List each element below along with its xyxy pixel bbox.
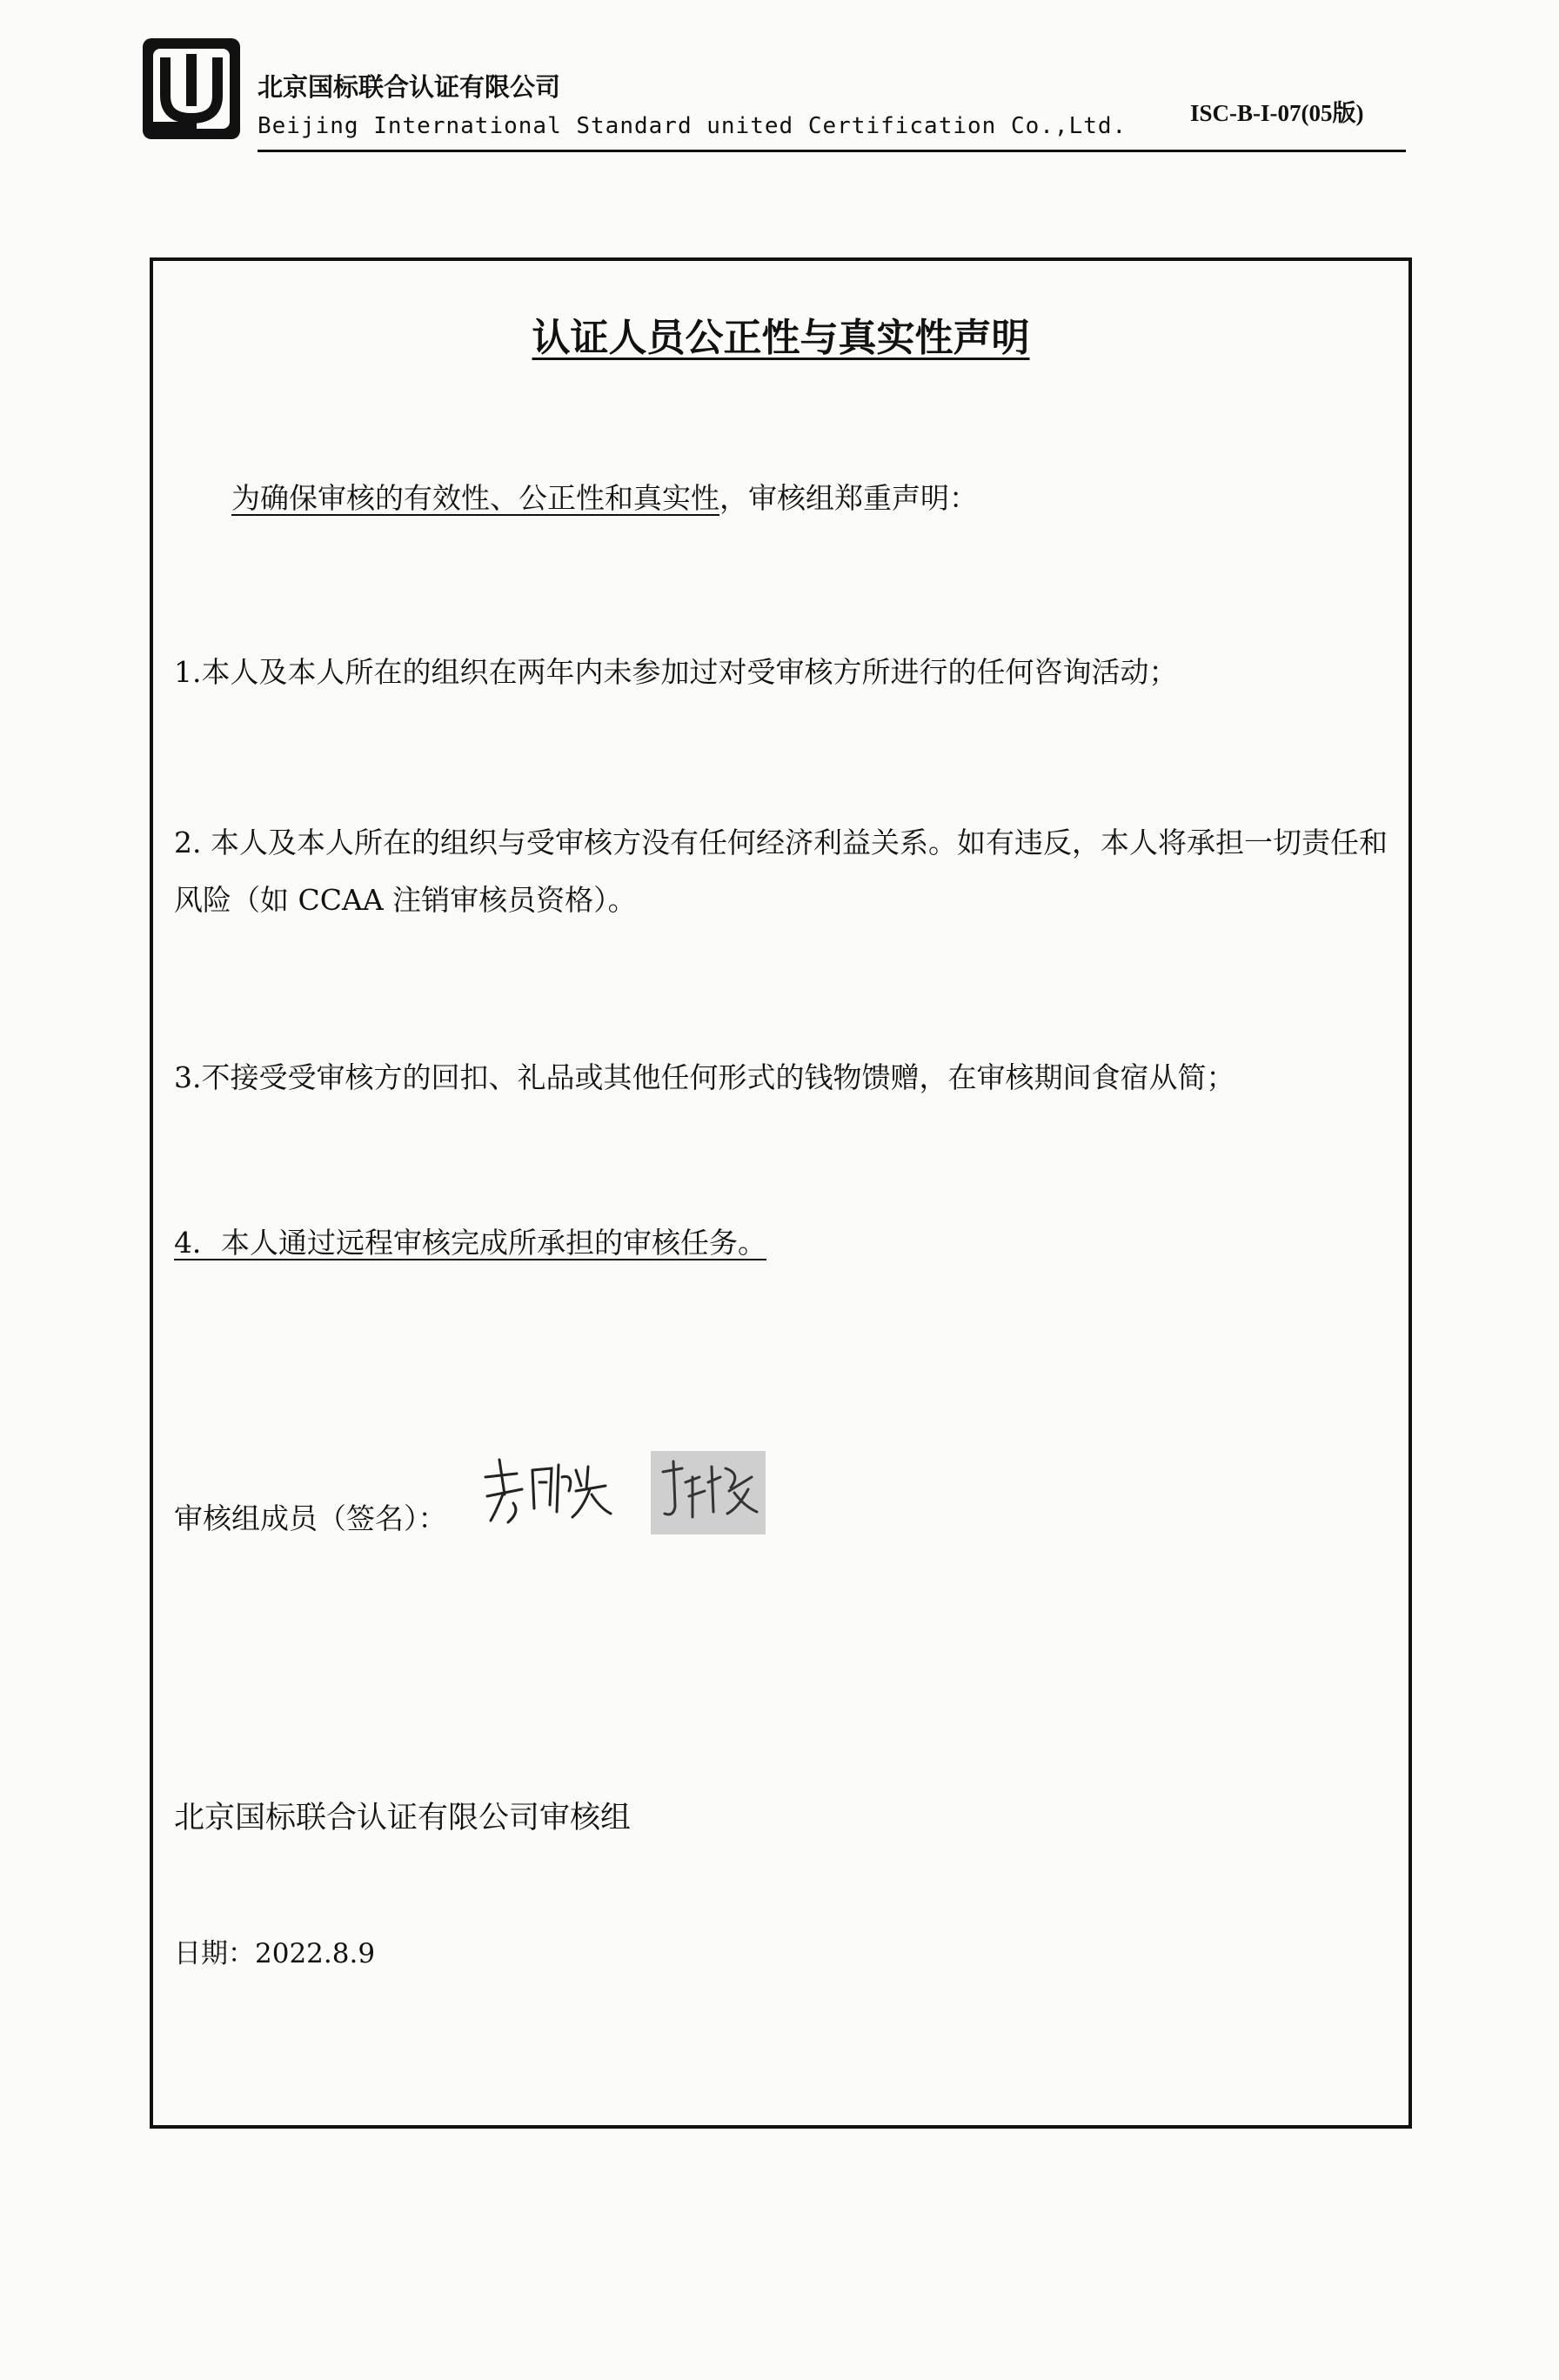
- handwritten-signature-2: [651, 1451, 766, 1534]
- header-divider: [258, 150, 1406, 152]
- declaration-item-3: 3.不接受受审核方的回扣、礼品或其他任何形式的钱物馈赠，在审核期间食宿从简；: [174, 1060, 1235, 1094]
- company-name-en: Beijing International Standard united Certification Co.,Ltd.: [258, 113, 1127, 139]
- declaration-item-2: 2. 本人及本人所在的组织与受审核方没有任何经济利益关系。如有违反，本人将承担一切责任和风险（如 CCAA 注销审核员资格）。: [174, 826, 1388, 917]
- intro-paragraph: [231, 470, 1449, 527]
- document-title: [153, 306, 1408, 362]
- letterhead: [139, 35, 1409, 157]
- company-seal-logo-icon: [139, 35, 244, 143]
- document-code: ISC-B-I-07(05版): [1190, 100, 1364, 126]
- signing-date: 日期：2022.8.9: [174, 1938, 376, 1969]
- intro-rest: ，审核组郑重声明：: [719, 481, 978, 515]
- intro-underlined: 为确保审核的有效性、公正性和真实性: [231, 481, 719, 515]
- signature-label: 审核组成员（签名）：: [174, 1501, 447, 1535]
- declaration-item-1: 1.本人及本人所在的组织在两年内未参加过对受审核方所进行的任何咨询活动；: [174, 655, 1178, 689]
- document-title-text: 认证人员公正性与真实性声明: [532, 316, 1030, 360]
- audit-team-name: 北京国标联合认证有限公司审核组: [174, 1801, 632, 1835]
- handwritten-signature-1: [478, 1451, 618, 1529]
- company-name-cn: 北京国标联合认证有限公司: [258, 72, 561, 102]
- declaration-item-4-text: 4．本人通过远程审核完成所承担的审核任务。: [174, 1226, 766, 1260]
- declaration-item-4: [174, 1214, 1392, 1272]
- declaration-frame: [150, 257, 1412, 2129]
